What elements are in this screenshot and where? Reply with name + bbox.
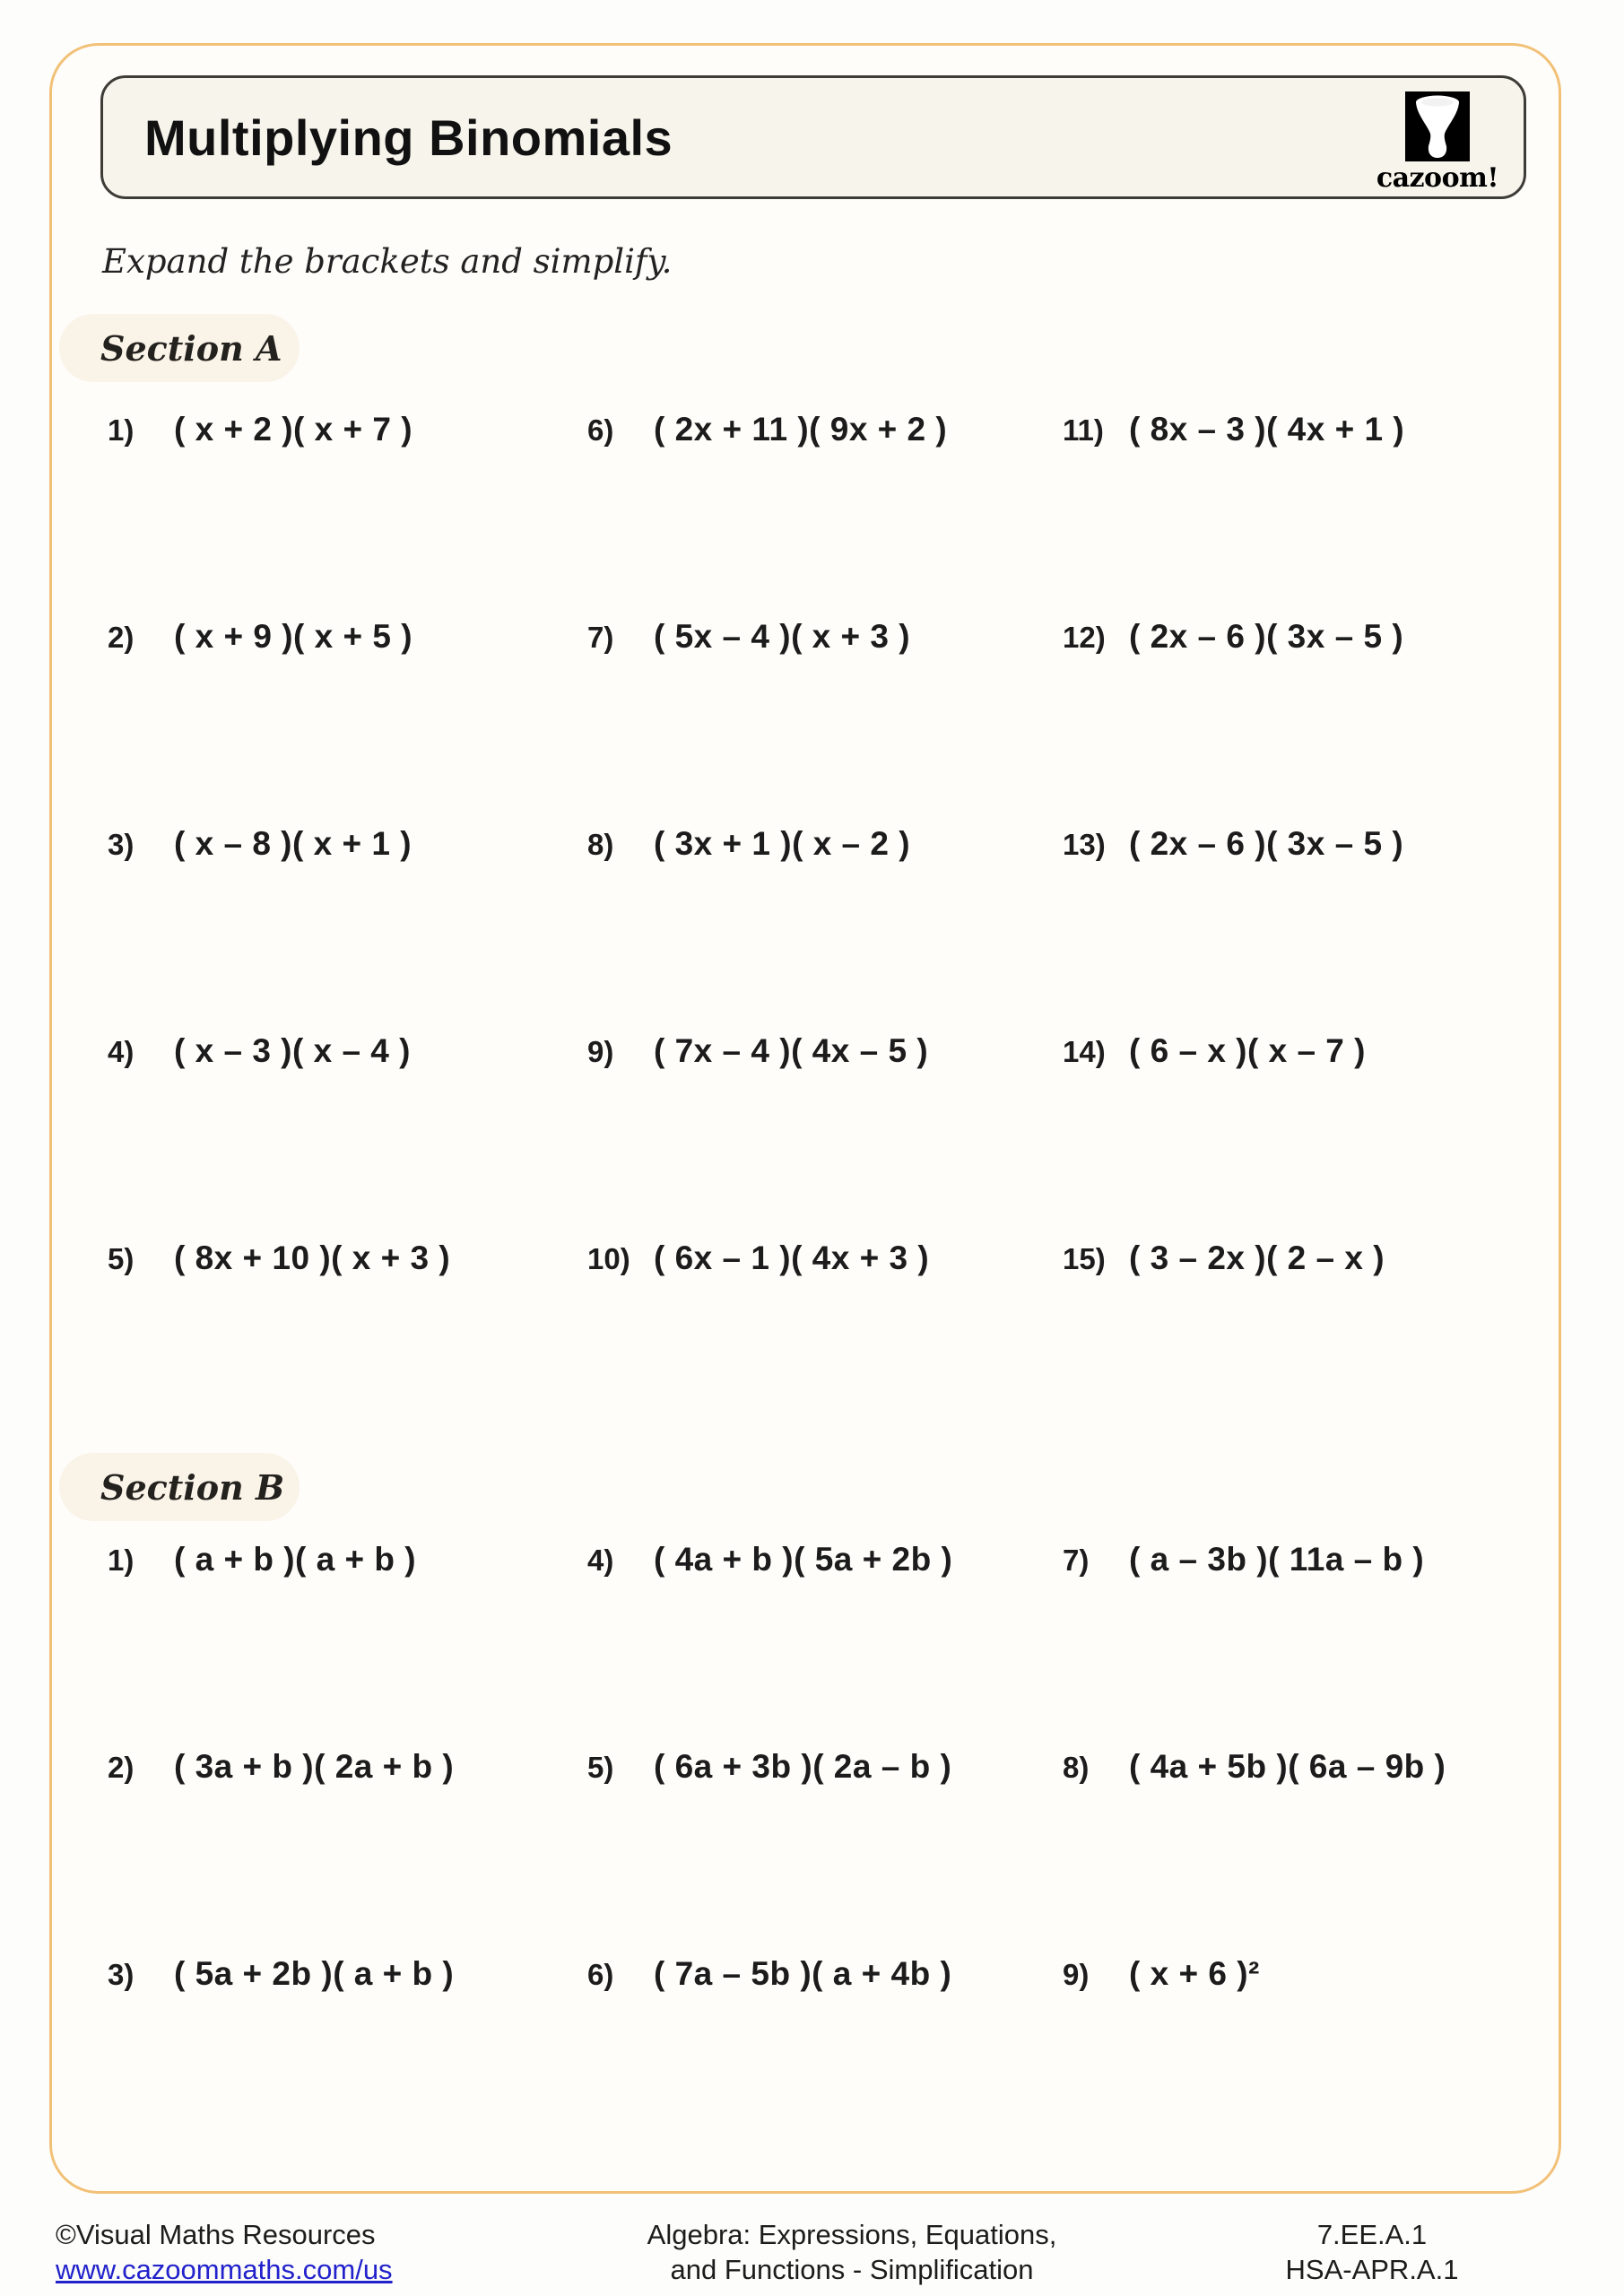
problem	[480, 1955, 955, 1993]
problem	[955, 1239, 1624, 1277]
problem	[955, 1955, 1624, 1993]
problem-number: 4)	[587, 1544, 614, 1577]
problem-number: 6)	[587, 413, 614, 447]
footer-standard-2: HSA-APR.A.1	[1285, 2254, 1459, 2285]
footer-website-link[interactable]: www.cazoommaths.com/us	[56, 2254, 393, 2285]
problem-number: 15)	[1063, 1242, 1106, 1275]
worksheet-instruction: Expand the brackets and simplify.	[102, 242, 673, 281]
problem-expression: ( 7a – 5b )( a + 4b )	[654, 1955, 952, 1992]
problem-expression: ( a + b )( a + b )	[174, 1541, 417, 1578]
footer-standards	[1251, 2217, 1493, 2287]
problem	[955, 1748, 1624, 1786]
problem	[480, 1541, 955, 1578]
problem	[0, 1955, 480, 1993]
problem-row	[0, 411, 1624, 618]
problem-number: 4)	[108, 1035, 135, 1068]
problem-expression: ( 3 – 2x )( 2 – x )	[1129, 1239, 1385, 1276]
problem-expression: ( x + 2 )( x + 7 )	[174, 411, 413, 448]
problem	[0, 411, 480, 448]
problem	[955, 411, 1624, 448]
section-b-label: Section B	[59, 1453, 300, 1521]
problem-expression: ( 3a + b )( 2a + b )	[174, 1748, 455, 1785]
footer-copyright: ©Visual Maths Resources	[56, 2219, 376, 2250]
problem-row	[0, 1748, 1624, 1955]
problem-number: 5)	[108, 1242, 135, 1275]
problem-expression: ( 4a + b )( 5a + 2b )	[654, 1541, 953, 1578]
problem	[480, 618, 955, 656]
problem-row	[0, 1239, 1624, 1447]
problem-row	[0, 618, 1624, 825]
problem	[955, 1541, 1624, 1578]
problem-expression: ( 7x – 4 )( 4x – 5 )	[654, 1032, 929, 1069]
problem-expression: ( 5a + 2b )( a + b )	[174, 1955, 455, 1992]
footer-topic	[628, 2217, 1076, 2287]
problem-expression: ( 3x + 1 )( x – 2 )	[654, 825, 911, 862]
problem	[955, 1032, 1624, 1070]
problem	[955, 825, 1624, 863]
problem-number: 3)	[108, 1958, 135, 1991]
problem-expression: ( a – 3b )( 11a – b )	[1129, 1541, 1425, 1578]
problem-number: 8)	[587, 828, 614, 861]
section-a-problems	[0, 411, 1624, 1447]
problem	[0, 618, 480, 656]
footer-topic-line2: and Functions - Simplification	[670, 2254, 1034, 2285]
problem-number: 12)	[1063, 621, 1106, 654]
footer-topic-line1: Algebra: Expressions, Equations,	[647, 2219, 1057, 2250]
problem-expression: ( 5x – 4 )( x + 3 )	[654, 618, 911, 655]
problem-expression: ( 2x – 6 )( 3x – 5 )	[1129, 618, 1404, 655]
problem	[480, 1748, 955, 1786]
problem-number: 1)	[108, 413, 135, 447]
problem-number: 6)	[587, 1958, 614, 1991]
problem-number: 1)	[108, 1544, 135, 1577]
problem	[0, 1239, 480, 1277]
problem-expression: ( 8x – 3 )( 4x + 1 )	[1129, 411, 1405, 448]
problem	[0, 1748, 480, 1786]
section-b-problems	[0, 1541, 1624, 2162]
problem-expression: ( x – 3 )( x – 4 )	[174, 1032, 411, 1069]
problem-number: 5)	[587, 1751, 614, 1784]
problem-expression: ( x + 9 )( x + 5 )	[174, 618, 413, 655]
problem-number: 9)	[1063, 1958, 1090, 1991]
problem	[0, 825, 480, 863]
problem-expression: ( 4a + 5b )( 6a – 9b )	[1129, 1748, 1446, 1785]
problem-expression: ( 2x + 11 )( 9x + 2 )	[654, 411, 948, 448]
problem-number: 10)	[587, 1242, 630, 1275]
cazoom-logo	[1376, 91, 1498, 194]
section-a-label: Section A	[59, 314, 300, 382]
problem	[480, 825, 955, 863]
problem-expression: ( x – 8 )( x + 1 )	[174, 825, 413, 862]
problem-expression: ( 2x – 6 )( 3x – 5 )	[1129, 825, 1404, 862]
problem	[480, 411, 955, 448]
problem-number: 7)	[1063, 1544, 1090, 1577]
problem-row	[0, 825, 1624, 1032]
problem	[0, 1032, 480, 1070]
problem-expression: ( 8x + 10 )( x + 3 )	[174, 1239, 451, 1276]
problem	[0, 1541, 480, 1578]
problem-number: 2)	[108, 621, 135, 654]
problem-number: 8)	[1063, 1751, 1090, 1784]
problem-row	[0, 1541, 1624, 1748]
cazoom-logo-text: cazoom!	[1376, 162, 1498, 194]
problem	[480, 1032, 955, 1070]
problem-row	[0, 1955, 1624, 2162]
problem-expression: ( x + 6 )²	[1129, 1955, 1260, 1992]
footer-attribution	[56, 2217, 393, 2287]
problem-number: 2)	[108, 1751, 135, 1784]
problem	[955, 618, 1624, 656]
page-title: Multiplying Binomials	[144, 109, 673, 166]
problem-expression: ( 6x – 1 )( 4x + 3 )	[654, 1239, 930, 1276]
footer-standard-1: 7.EE.A.1	[1316, 2219, 1428, 2250]
problem-number: 13)	[1063, 828, 1106, 861]
worksheet-header	[100, 75, 1526, 199]
problem-expression: ( 6a + 3b )( 2a – b )	[654, 1748, 952, 1785]
problem	[480, 1239, 955, 1277]
problem-number: 9)	[587, 1035, 614, 1068]
problem-number: 11)	[1063, 413, 1104, 447]
problem-number: 14)	[1063, 1035, 1106, 1068]
problem-number: 3)	[108, 828, 135, 861]
problem-row	[0, 1032, 1624, 1239]
problem-number: 7)	[587, 621, 614, 654]
djembe-drum-icon	[1405, 91, 1470, 161]
problem-expression: ( 6 – x )( x – 7 )	[1129, 1032, 1366, 1069]
